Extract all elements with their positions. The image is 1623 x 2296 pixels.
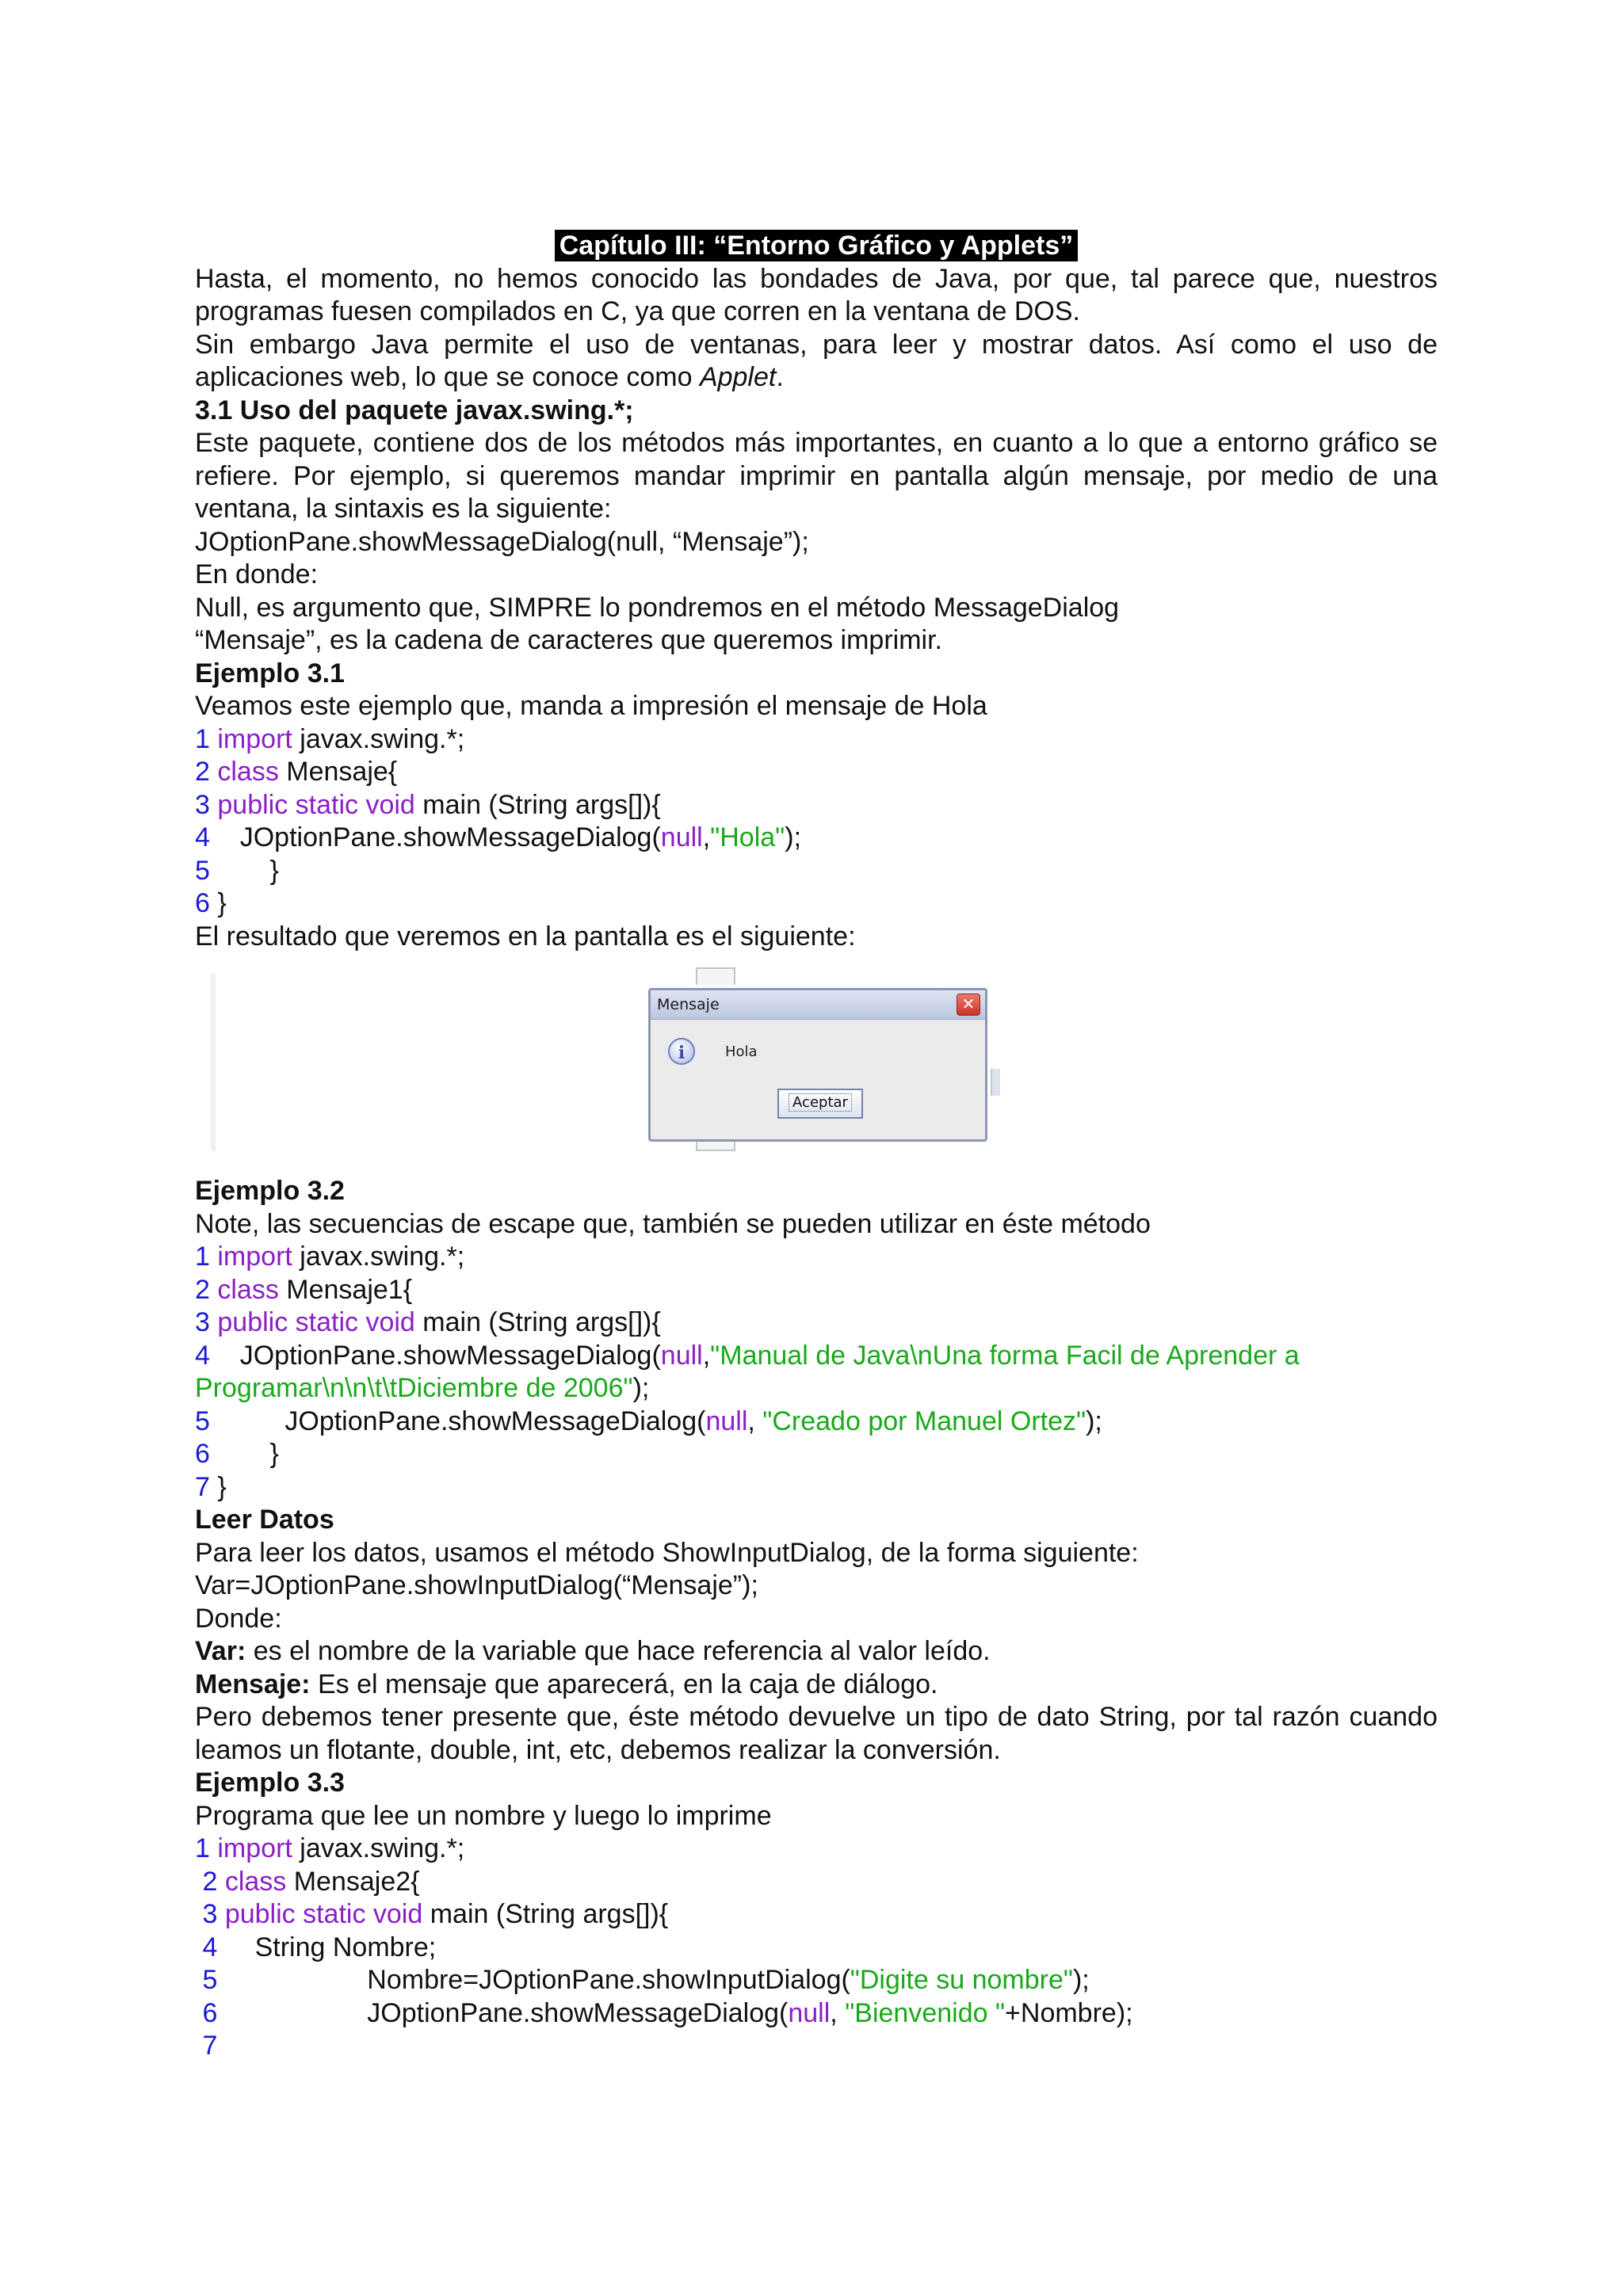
- code-line: 6 }: [195, 888, 227, 918]
- example-3-1-heading: Ejemplo 3.1: [195, 658, 345, 688]
- en-donde-line: En donde:: [195, 559, 319, 589]
- background-window-fragment: [696, 967, 735, 985]
- syntax-line: JOptionPane.showMessageDialog(null, “Mensaje”);: [195, 526, 809, 557]
- input-syntax-line: Var=JOptionPane.showInputDialog(“Mensaje”);: [195, 1570, 758, 1600]
- code-line: 3 public static void main (String args[]){: [195, 1899, 669, 1929]
- applet-term: Applet: [699, 362, 777, 392]
- info-icon: i: [668, 1038, 695, 1065]
- code-block-example-3-2: [195, 1241, 1438, 1504]
- code-block-example-3-1: [195, 723, 1438, 921]
- code-line: 3 public static void main (String args[]){: [195, 789, 661, 820]
- code-block-example-3-3: [195, 1833, 1438, 2063]
- null-explanation: Null, es argumento que, SIMPRE lo pondremos en el método MessageDialog: [195, 592, 1120, 623]
- chapter-title: Capítulo III: “Entorno Gráfico y Applets”: [555, 230, 1079, 261]
- code-line: 2 class Mensaje2{: [195, 1866, 420, 1897]
- message-dialog: [648, 988, 987, 1142]
- background-window-fragment: [696, 1142, 735, 1151]
- intro-paragraph-1: Hasta, el momento, no hemos conocido las bondades de Java, por que, tal parece que, nuestros programas fuesen compilados en C, ya que corren en la ventana de DOS.: [195, 263, 1438, 326]
- mensaje-label-explanation: Mensaje: Es el mensaje que aparecerá, en la caja de diálogo.: [195, 1669, 938, 1699]
- example-3-3-description: Programa que lee un nombre y luego lo imprime: [195, 1800, 772, 1831]
- dialog-message: Hola: [725, 1043, 758, 1060]
- code-line: 6 }: [195, 1439, 279, 1469]
- example-3-1-result-text: El resultado que veremos en la pantalla es el siguiente:: [195, 921, 856, 952]
- code-line: 4 String Nombre;: [195, 1932, 437, 1962]
- var-explanation: Var: es el nombre de la variable que hace referencia al valor leído.: [195, 1636, 991, 1666]
- code-line: 5 Nombre=JOptionPane.showInputDialog("Digite su nombre");: [195, 1965, 1090, 1995]
- code-line: 7: [195, 2031, 218, 2061]
- code-line: 1 import javax.swing.*;: [195, 1241, 465, 1272]
- example-3-1-description: Veamos este ejemplo que, manda a impresión el mensaje de Hola: [195, 691, 987, 721]
- dialog-title: Mensaje: [657, 996, 720, 1013]
- example-3-2-heading: Ejemplo 3.2: [195, 1176, 345, 1206]
- section-3-1-paragraph: Este paquete, contiene dos de los métodos más importantes, en cuanto a lo que a entorno gráfico se refiere. Por ejemplo, si queremos mandar imprimir en pantalla algún mensaje, por medio de una ventana, la sintaxis es la siguiente:: [195, 428, 1438, 524]
- code-line: 4 JOptionPane.showMessageDialog(null,"Hola");: [195, 822, 802, 852]
- screenshot-background-edge: [211, 974, 216, 1151]
- code-line: 1 import javax.swing.*;: [195, 1833, 465, 1863]
- example-3-3-heading: Ejemplo 3.3: [195, 1768, 345, 1798]
- dialog-screenshot: [195, 966, 1438, 1167]
- code-line: 2 class Mensaje{: [195, 757, 398, 787]
- mensaje-explanation: “Mensaje”, es la cadena de caracteres que queremos imprimir.: [195, 625, 942, 655]
- code-line: 7 }: [195, 1471, 227, 1502]
- code-line: 5 JOptionPane.showMessageDialog(null, "Creado por Manuel Ortez");: [195, 1405, 1102, 1436]
- aceptar-button[interactable]: Aceptar: [777, 1089, 863, 1119]
- section-heading-3-1: 3.1 Uso del paquete javax.swing.*;: [195, 395, 634, 425]
- code-line: 2 class Mensaje1{: [195, 1274, 413, 1305]
- document-body: [195, 230, 1438, 2063]
- background-window-fragment: [991, 1069, 1000, 1096]
- donde-line: Donde:: [195, 1603, 282, 1634]
- code-line: 5 }: [195, 855, 279, 886]
- example-3-2-description: Note, las secuencias de escape que, también se pueden utilizar en éste método: [195, 1208, 1151, 1239]
- code-line: 3 public static void main (String args[]){: [195, 1307, 661, 1337]
- intro-paragraph-2: Sin embargo Java permite el uso de ventanas, para leer y mostrar datos. Así como el uso de aplicaciones web, lo que se conoce como Applet.: [195, 329, 1438, 392]
- leer-datos-heading: Leer Datos: [195, 1505, 334, 1535]
- dialog-title-bar: [651, 990, 985, 1020]
- code-line-wrapped: 4 JOptionPane.showMessageDialog(null,"Manual de Java\nUna forma Facil de Aprender a Programar\n\n\t\tDiciembre de 2006");: [195, 1340, 1308, 1403]
- leer-datos-paragraph: Para leer los datos, usamos el método ShowInputDialog, de la forma siguiente:: [195, 1537, 1139, 1568]
- conversion-paragraph: Pero debemos tener presente que, éste método devuelve un tipo de dato String, por tal razón cuando leamos un flotante, double, int, etc, debemos realizar la conversión.: [195, 1702, 1438, 1765]
- chapter-title-wrap: [195, 230, 1438, 263]
- code-line: 1 import javax.swing.*;: [195, 723, 465, 754]
- close-icon[interactable]: ✕: [957, 994, 980, 1016]
- code-line: 6 JOptionPane.showMessageDialog(null, "Bienvenido "+Nombre);: [195, 1997, 1133, 2028]
